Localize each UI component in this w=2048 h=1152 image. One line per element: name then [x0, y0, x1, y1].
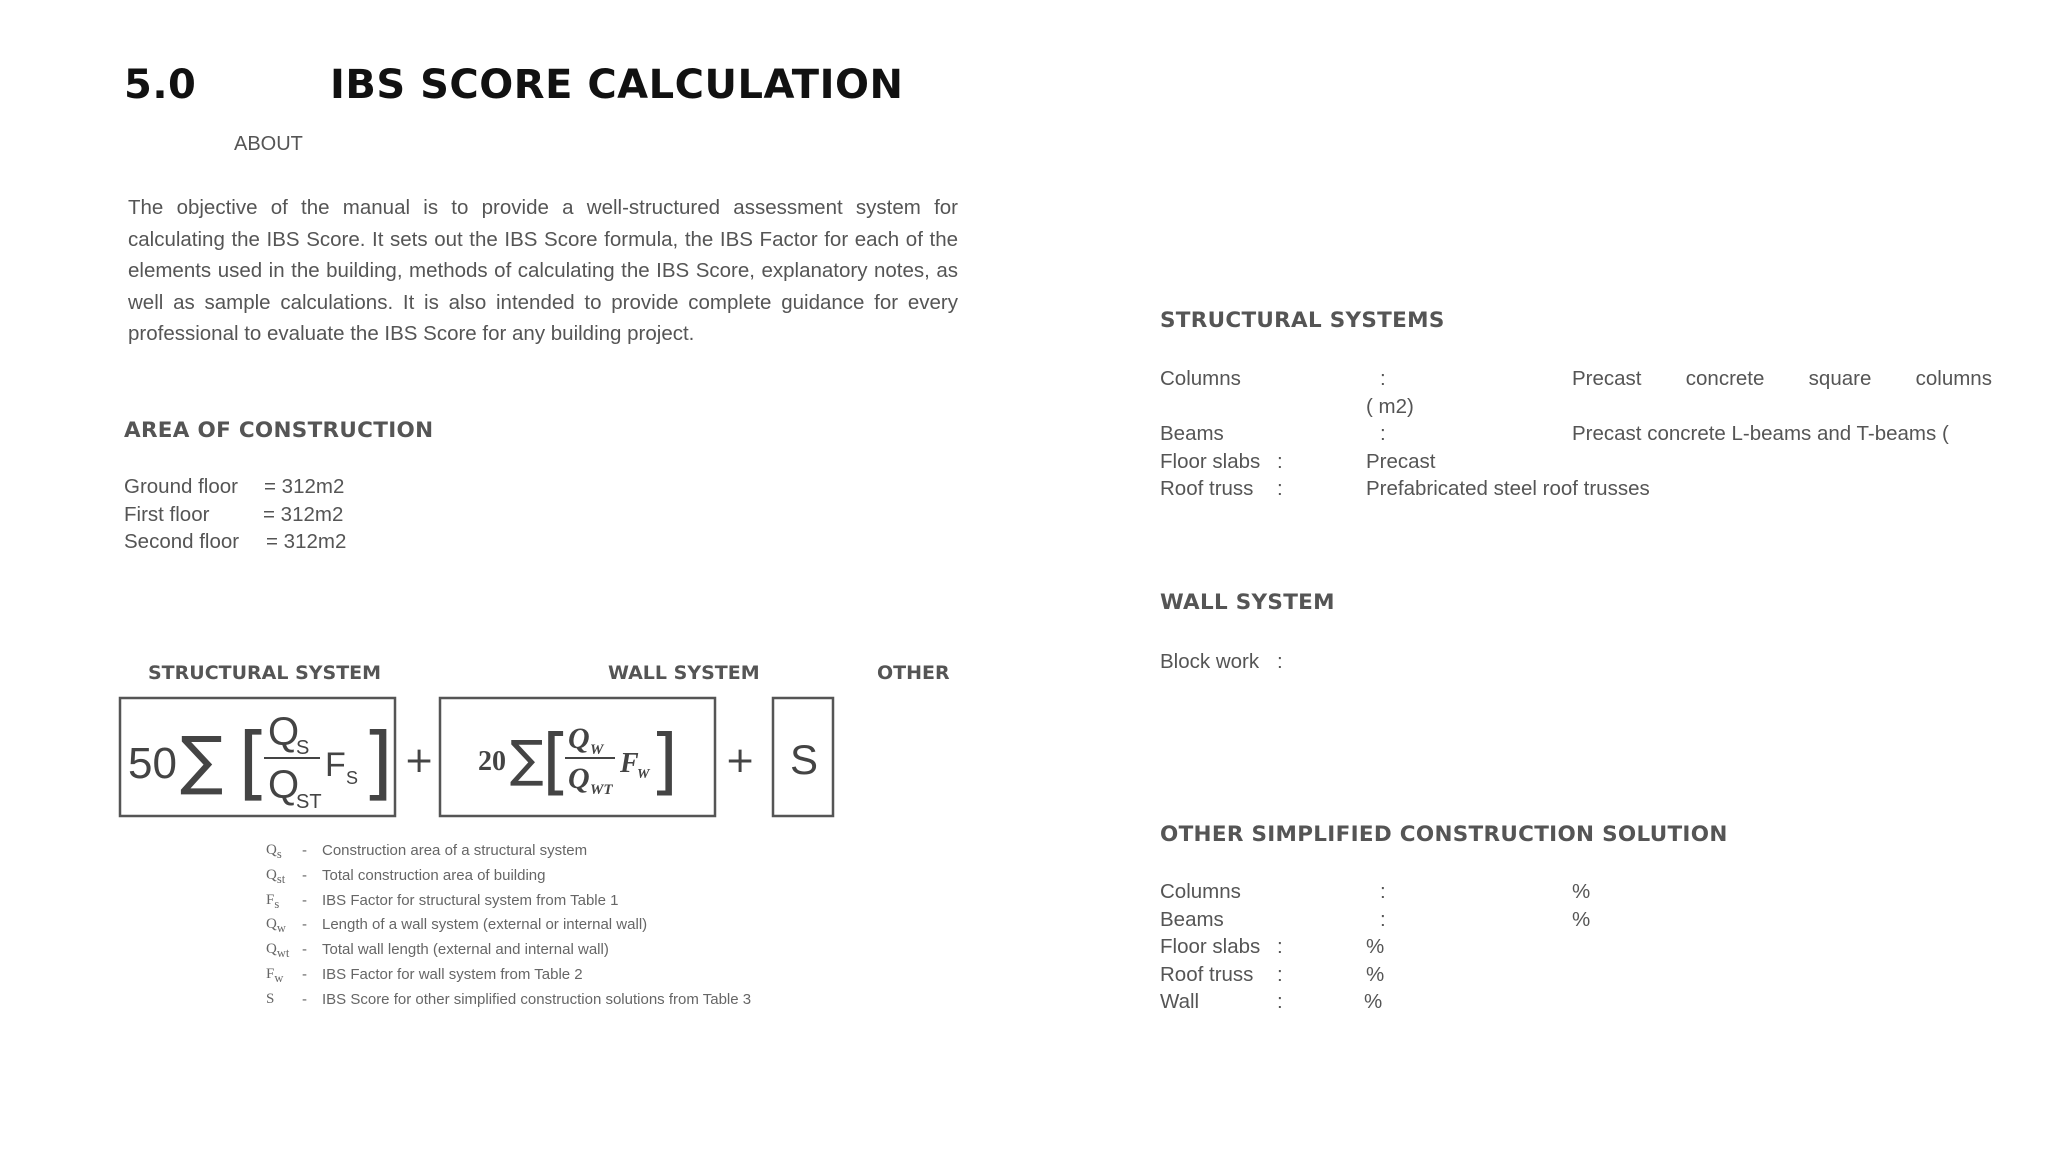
structural-row-roof-truss: Roof truss : Prefabricated steel roof trusses: [1160, 477, 1650, 500]
about-paragraph: The objective of the manual is to provide a well-structured assessment system for calculating the IBS Score. It sets out the IBS Score formula, the IBS Factor for each of the elements used in the building, methods of calculating the IBS Score, explanatory notes, as well as sample calculations. It is also intended to provide complete guidance for every professional to evaluate the IBS Score for any building project.: [128, 196, 958, 345]
wall-sigma: ∑: [510, 730, 544, 788]
wall-denominator-sub: WT: [590, 782, 613, 798]
area-label: Second floor: [124, 530, 240, 553]
wall-factor: F: [620, 748, 639, 779]
other-solution-heading: OTHER SIMPLIFIED CONSTRUCTION SOLUTION: [1160, 822, 1728, 847]
svg-text:]: ]: [362, 716, 394, 809]
structural-sigma: ∑: [180, 724, 224, 798]
plus-sign: +: [404, 740, 435, 781]
about-label: ABOUT: [234, 133, 303, 155]
structural-row-floor-slabs: Floor slabs : Precast: [1160, 449, 1436, 473]
structural-numerator-sub: S: [296, 737, 310, 759]
section-number: 5.0: [124, 62, 197, 108]
formula-label-other: OTHER: [877, 662, 950, 684]
svg-text:[: [: [238, 716, 270, 809]
structural-numerator: Q: [268, 710, 300, 754]
structural-row-columns-cont: ( m2): [1366, 394, 1414, 418]
svg-text:[: [: [542, 719, 571, 803]
area-value: = 312m2: [264, 475, 345, 498]
structural-coef: 50: [128, 739, 177, 788]
ibs-score-formula: [110, 690, 850, 830]
formula-label-wall: WALL SYSTEM: [608, 662, 760, 684]
area-value: = 312m2: [263, 502, 344, 526]
wall-system-heading: WALL SYSTEM: [1160, 590, 1335, 615]
page-title: IBS SCORE CALCULATION: [330, 62, 904, 108]
area-label: Ground floor: [124, 475, 238, 498]
structural-factor: F: [325, 746, 346, 784]
wall-denominator: Q: [568, 762, 590, 795]
structural-factor-sub: S: [346, 768, 359, 788]
area-of-construction-heading: AREA OF CONSTRUCTION: [124, 418, 434, 443]
structural-row-columns: Columns : Precast concrete square columns: [1160, 367, 1992, 390]
wall-numerator: Q: [568, 722, 590, 755]
area-label: First floor: [124, 502, 210, 526]
structural-denominator-sub: ST: [296, 791, 322, 813]
svg-text:]: ]: [650, 719, 679, 803]
plus-sign: +: [725, 740, 756, 781]
structural-systems-heading: STRUCTURAL SYSTEMS: [1160, 308, 1445, 333]
wall-factor-sub: W: [637, 767, 650, 782]
structural-systems-list: [1160, 367, 1992, 505]
structural-row-beams: Beams : Precast concrete L-beams and T-beams (: [1160, 422, 1949, 445]
area-value: = 312m2: [266, 530, 347, 553]
formula-label-structural: STRUCTURAL SYSTEM: [148, 662, 382, 684]
wall-coef: 20: [478, 746, 506, 777]
wall-numerator-sub: W: [590, 742, 604, 758]
structural-denominator: Q: [268, 763, 300, 807]
other-score: S: [790, 736, 819, 783]
